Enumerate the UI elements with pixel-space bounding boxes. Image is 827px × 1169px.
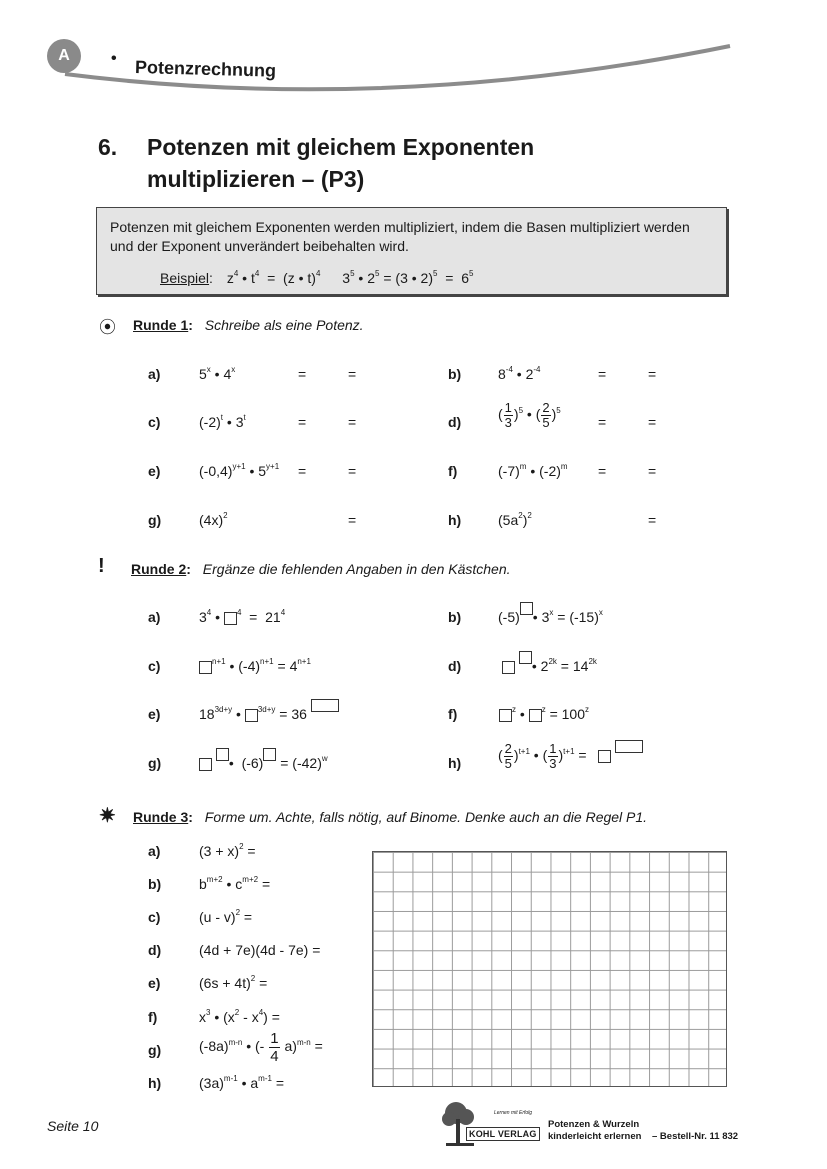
r3-task-d: (4d + 7e)(4d - 7e) = bbox=[199, 942, 321, 958]
answer-grid[interactable] bbox=[372, 851, 727, 1087]
r1-eq: = bbox=[348, 512, 357, 528]
section-number: 6. bbox=[98, 134, 118, 160]
example-formula-2: $3^5$ • $2^5 = (3$ • $2)^5 = 6^5$ bbox=[342, 269, 474, 286]
book-subtitle: kinderleicht erlernen bbox=[548, 1131, 642, 1142]
r1-label-b: b) bbox=[448, 366, 462, 382]
answer-box[interactable] bbox=[224, 612, 237, 625]
r1-eq: = bbox=[348, 463, 357, 479]
chapter-badge: A bbox=[47, 39, 81, 73]
r1-task-b: $8^{-4}$ • $2^{-4}$ bbox=[498, 365, 541, 382]
r1-eq: = bbox=[598, 463, 607, 479]
r1-label-h: h) bbox=[448, 512, 462, 528]
answer-box[interactable] bbox=[311, 699, 339, 712]
r2-task-f: $^z$ • $^z = 100^z$ bbox=[499, 706, 589, 722]
r1-eq: = bbox=[648, 414, 657, 430]
r1-label-g: g) bbox=[148, 512, 162, 528]
section-title-line2: multiplizieren – (P3) bbox=[147, 166, 365, 192]
r3-label-f: f) bbox=[148, 1009, 158, 1025]
r1-label-c: c) bbox=[148, 414, 161, 430]
r2-task-g: • $(-6) = (-42)^w$ bbox=[199, 755, 328, 771]
r1-task-h: $(5a^2)^2$ bbox=[498, 511, 532, 528]
r1-eq: = bbox=[648, 463, 657, 479]
r1-label-f: f) bbox=[448, 463, 458, 479]
r1-label-e: e) bbox=[148, 463, 161, 479]
r3-label-b: b) bbox=[148, 876, 162, 892]
r1-task-c: $(-2)^t$ • 3$^t$ bbox=[199, 413, 246, 430]
header-title: Potenzrechnung bbox=[134, 57, 277, 81]
r3-label-h: h) bbox=[148, 1075, 162, 1091]
rule-example: Beispiel: $z^4$ • $t^4 = (z$ • t)$^4$ $3^5$ • $2^5 = (3$ • $2)^5 = 6^5$ bbox=[160, 269, 474, 286]
answer-box[interactable] bbox=[598, 750, 611, 763]
r1-task-f: $(-7)^m$ • $(-2)^m$ bbox=[498, 462, 568, 479]
rule-box bbox=[96, 207, 727, 295]
r1-eq: = bbox=[598, 366, 607, 382]
r1-eq: = bbox=[598, 414, 607, 430]
r2-task-b: (-5) • $3^x = (-15)^x$ bbox=[498, 609, 603, 625]
answer-box[interactable] bbox=[615, 740, 643, 753]
r1-eq: = bbox=[298, 463, 307, 479]
r2-label-f: f) bbox=[448, 706, 458, 722]
r1-label-d: d) bbox=[448, 414, 462, 430]
r2-label-g: g) bbox=[148, 755, 162, 771]
runde2-heading: Runde 2: Ergänze die fehlenden Angaben in den Kästchen. bbox=[131, 561, 511, 577]
answer-box[interactable] bbox=[216, 748, 229, 761]
logo-tagline: Lernen mit Erfolg bbox=[494, 1110, 533, 1116]
rule-text: Potenzen mit gleichem Exponenten werden multipliziert, indem die Basen multipliziert werden und der Exponent unverändert beibehalten wird. bbox=[110, 219, 690, 254]
r1-eq: = bbox=[348, 366, 357, 382]
answer-box[interactable] bbox=[502, 661, 515, 674]
r1-eq: = bbox=[298, 366, 307, 382]
answer-box[interactable] bbox=[519, 651, 532, 664]
section-title-line1: Potenzen mit gleichem Exponenten bbox=[147, 134, 535, 160]
answer-box[interactable] bbox=[499, 709, 512, 722]
order-number: – Bestell-Nr. 11 832 bbox=[652, 1131, 739, 1142]
r2-task-d: • $2^{2k} = 14^{2k}$ bbox=[502, 658, 597, 674]
runde3-instruction: Forme um. Achte, falls nötig, auf Binome. Denke auch an die Regel P1. bbox=[204, 809, 648, 825]
r1-eq: = bbox=[348, 414, 357, 430]
r1-task-a: 5$^x$ • 4$^x$ bbox=[199, 365, 236, 382]
r3-task-e: $(6s + 4t)^2$ = bbox=[199, 974, 268, 991]
answer-box[interactable] bbox=[199, 758, 212, 771]
r1-eq: = bbox=[648, 366, 657, 382]
runde3-heading: Runde 3: Forme um. Achte, falls nötig, auf Binome. Denke auch an die Regel P1. bbox=[133, 809, 648, 825]
example-label: Beispiel bbox=[160, 270, 210, 286]
r2-task-h: ( $\frac{2}{5}$ )$^{t+1}$ • ( $\frac{1}{3}$ )$^{t+1}$ = bbox=[498, 742, 643, 771]
r2-label-b: b) bbox=[448, 609, 462, 625]
answer-box[interactable] bbox=[263, 748, 276, 761]
r1-eq: = bbox=[648, 512, 657, 528]
r2-label-c: c) bbox=[148, 658, 161, 674]
r3-label-e: e) bbox=[148, 975, 161, 991]
book-title: Potenzen & Wurzeln bbox=[548, 1119, 640, 1130]
r2-label-e: e) bbox=[148, 706, 161, 722]
r3-label-g: g) bbox=[148, 1042, 162, 1058]
r1-task-d: ( $\frac{1}{3}$ )$^5$ • ( $\frac{2}{5}$ )$^5$ bbox=[498, 400, 561, 430]
answer-box[interactable] bbox=[245, 709, 258, 722]
runde1-instruction: Schreibe als eine Potenz. bbox=[204, 317, 364, 333]
r3-task-b: $b^{m+2}$ • $c^{m+2}$ = bbox=[199, 875, 271, 892]
runde1-heading: Runde 1: Schreibe als eine Potenz. bbox=[133, 317, 364, 333]
r1-task-g: $(4x)^2$ bbox=[199, 511, 228, 528]
r2-label-h: h) bbox=[448, 755, 462, 771]
r3-label-d: d) bbox=[148, 942, 162, 958]
r1-task-e: $(-0,4)^{y+1}$ • $5^{y+1}$ bbox=[199, 462, 280, 479]
r3-label-a: a) bbox=[148, 843, 161, 859]
target-icon: ⦿ bbox=[99, 318, 116, 337]
r2-task-a: $3^4$ • $^4 = 21^4$ bbox=[199, 608, 286, 625]
answer-box[interactable] bbox=[199, 661, 212, 674]
r3-task-a: $(3 + x)^2$ = bbox=[199, 842, 256, 859]
star-icon: ✷ bbox=[99, 805, 116, 827]
exclamation-icon: ! bbox=[98, 555, 105, 577]
page-number: Seite 10 bbox=[47, 1118, 99, 1134]
header-bullet: • bbox=[111, 50, 117, 67]
r3-task-h: $(3a)^{m-1}$ • $a^{m-1}$ = bbox=[199, 1074, 285, 1091]
runde2-instruction: Ergänze die fehlenden Angaben in den Kästchen. bbox=[202, 561, 511, 577]
r2-task-e: $18^{3d+y}$ • $^{3d+y}$ = 36 bbox=[199, 706, 339, 722]
r1-label-a: a) bbox=[148, 366, 161, 382]
r1-eq: = bbox=[298, 414, 307, 430]
r2-label-a: a) bbox=[148, 609, 161, 625]
r2-label-d: d) bbox=[448, 658, 462, 674]
r3-task-c: (u - v)$^2$ = bbox=[199, 908, 253, 925]
answer-box[interactable] bbox=[520, 602, 533, 615]
r3-label-c: c) bbox=[148, 909, 161, 925]
r3-task-f: $x^3$ • $(x^2 - x^4)$ = bbox=[199, 1008, 280, 1025]
example-formula-1: $z^4$ • $t^4 = (z$ • t)$^4$ bbox=[226, 269, 321, 286]
publisher-logo: KOHL VERLAG bbox=[466, 1127, 540, 1141]
answer-box[interactable] bbox=[529, 709, 542, 722]
r2-task-c: $^{n+1}$ • $(-4)^{n+1} = 4^{n+1}$ bbox=[199, 658, 311, 674]
r3-task-g: $(-8a)^{m-n}$ • (- $\frac{1}{4}$ a)$^{m-n}$ = bbox=[199, 1030, 323, 1065]
